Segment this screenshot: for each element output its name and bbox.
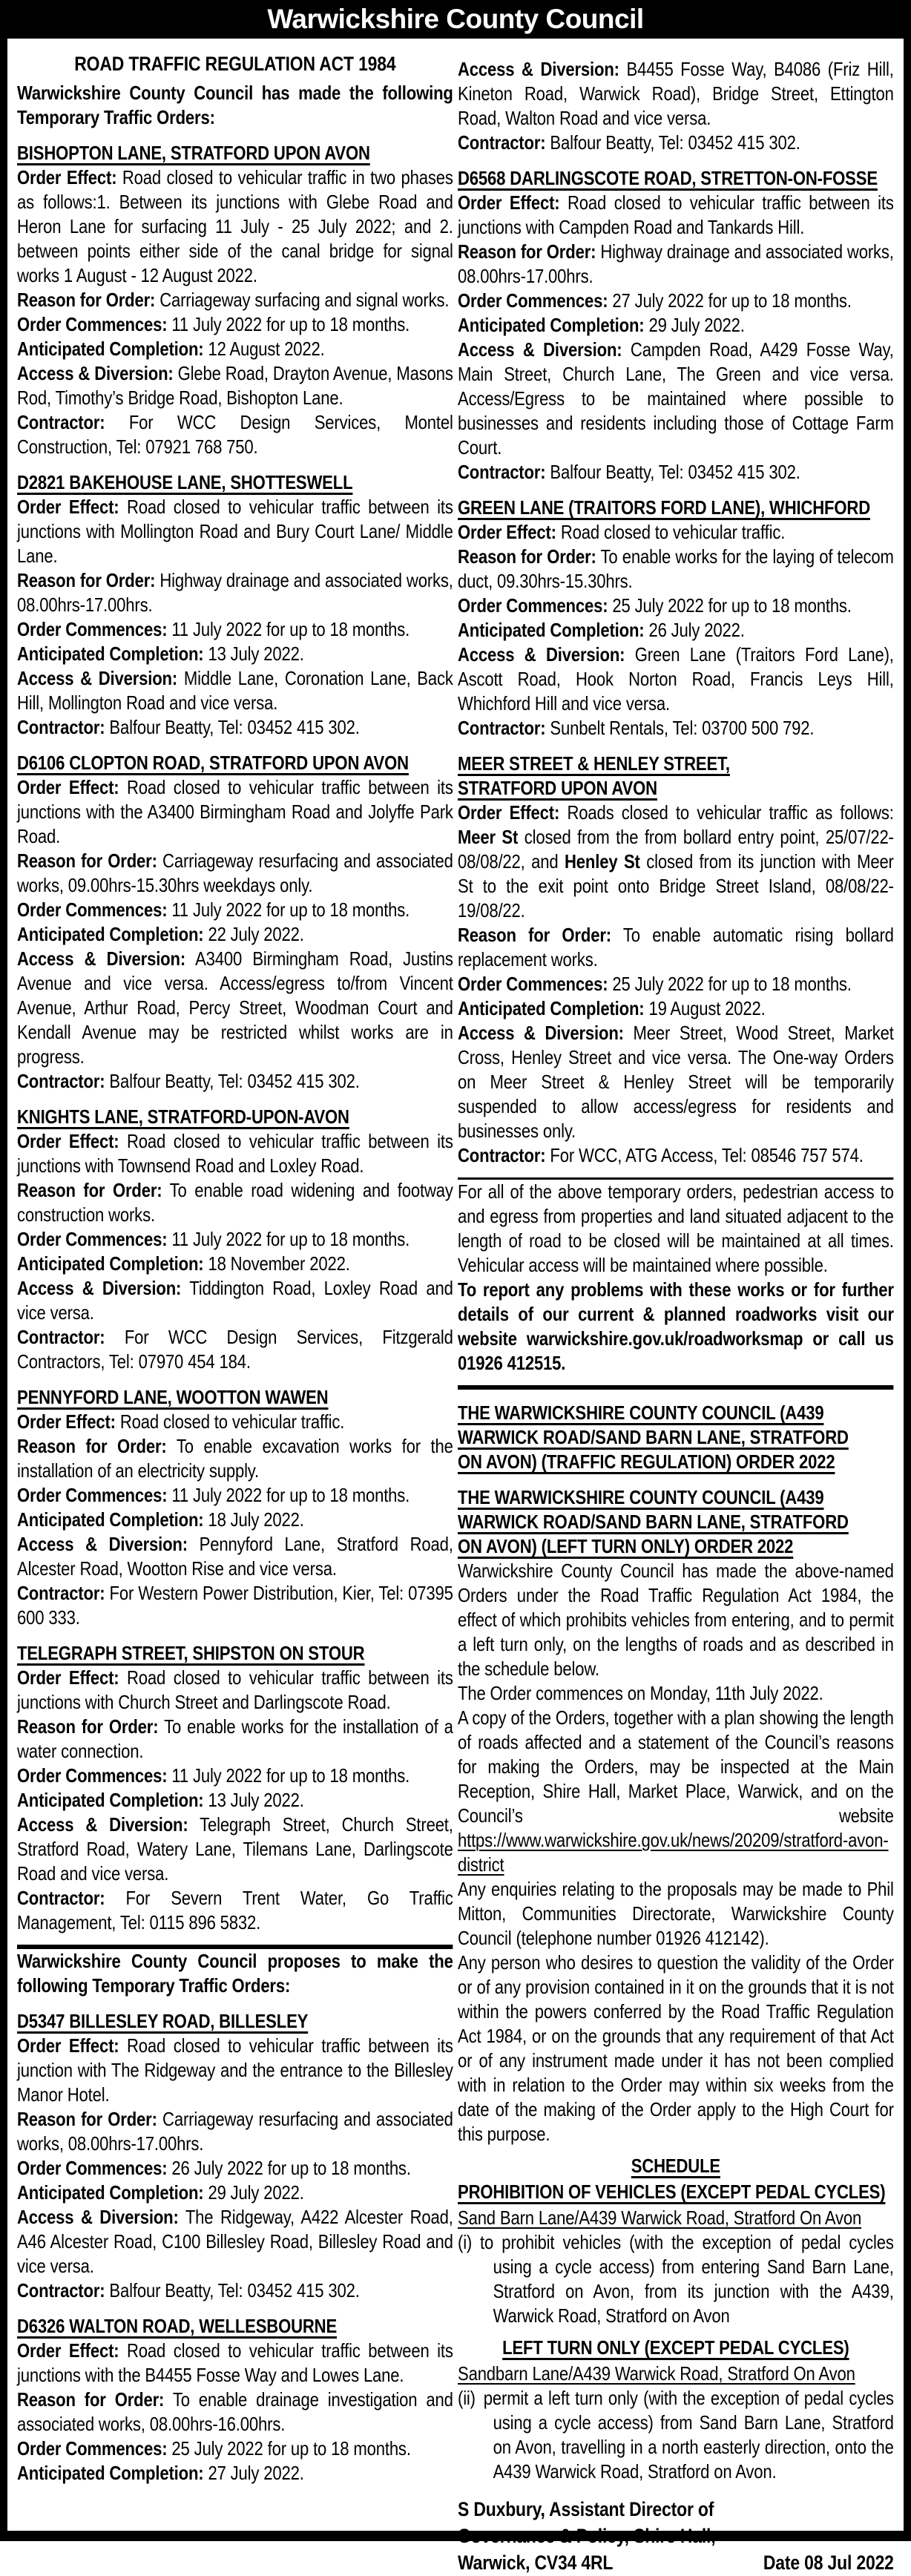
- field-label: Contractor:: [17, 1582, 105, 1604]
- left-column: [15, 46, 456, 2576]
- order-section: [458, 496, 894, 740]
- order-heading: D6568 DARLINGSCOTE ROAD, STRETTON-ON-FOSSE: [458, 167, 878, 189]
- field-paragraph: [458, 923, 894, 972]
- intro-paragraph: Warwickshire County Council proposes to make the following Temporary Traffic Orders:: [17, 1950, 453, 1997]
- signature-address: Governance & Policy, Shire Hall,: [458, 2525, 716, 2547]
- field-text: 22 July 2022.: [208, 923, 304, 945]
- notice-masthead: [7, 0, 904, 39]
- field-text: 26 July 2022 for up to 18 months.: [171, 2157, 411, 2179]
- field-text: For WCC Design Services, Montel Construction, Tel: 07921 768 750.: [17, 411, 453, 458]
- field-label: Access & Diversion:: [17, 1277, 182, 1299]
- field-paragraph: [458, 1143, 894, 1168]
- field-label: Access & Diversion:: [17, 1533, 188, 1555]
- field-paragraph: [17, 410, 453, 459]
- order-section: [17, 1641, 453, 1935]
- field-label: Order Effect:: [17, 776, 119, 798]
- schedule-heading: SCHEDULE: [631, 2155, 720, 2177]
- schedule-heading: PROHIBITION OF VEHICLES (EXCEPT PEDAL CYCLES): [458, 2181, 886, 2203]
- order-heading: THE WARWICKSHIRE COUNTY COUNCIL (A439: [458, 1402, 824, 1424]
- list-item-number: (i): [458, 2231, 473, 2253]
- order-section: [17, 751, 453, 1094]
- field-paragraph: [17, 2107, 453, 2156]
- text-run: To report any problems with these works or for further details of our current & planned roadworks visit our website: [458, 1278, 894, 1350]
- field-label: Order Effect:: [17, 1410, 116, 1433]
- order-heading: D5347 BILLESLEY ROAD, BILLESLEY: [17, 2010, 309, 2032]
- field-paragraph: [458, 594, 894, 618]
- field-text: Road closed to vehicular traffic in two phases as follows:1. Between its junctions with Glebe Road and Heron Lane for surfacing 11 July - 25 July 2022; and 2. between points either side of the canal bridge for signal works 1 August - 12 August 2022.: [17, 166, 453, 286]
- order-section: [17, 141, 453, 459]
- order-heading: KNIGHTS LANE, STRATFORD-UPON-AVON: [17, 1105, 349, 1128]
- field-paragraph: [17, 2181, 453, 2205]
- order-section: [458, 166, 894, 484]
- field-label: Contractor:: [17, 1070, 105, 1092]
- field-text: Carriageway resurfacing and associated works, 08.00hrs-17.00hrs.: [17, 2108, 453, 2155]
- field-label: Order Effect:: [458, 521, 556, 543]
- field-text: Road closed to vehicular traffic between its junctions with the A3400 Birmingham Road and Jolyffe Park Road.: [17, 776, 453, 847]
- field-paragraph: [17, 715, 453, 740]
- field-label: Order Effect:: [17, 166, 117, 188]
- field-paragraph: [17, 775, 453, 849]
- order-section: [17, 470, 453, 740]
- field-label: Contractor:: [17, 2279, 105, 2301]
- field-paragraph: [458, 57, 894, 131]
- field-paragraph: [458, 996, 894, 1021]
- field-label: Access & Diversion:: [458, 643, 625, 666]
- field-paragraph: [17, 642, 453, 666]
- field-paragraph: [458, 289, 894, 313]
- field-paragraph: [17, 1129, 453, 1178]
- field-text: 11 July 2022 for up to 18 months.: [171, 313, 410, 335]
- notice-date: Date 08 Jul 2022: [763, 2552, 894, 2574]
- field-text: Road closed to vehicular traffic.: [560, 521, 786, 543]
- order-heading: WARWICK ROAD/SAND BARN LANE, STRATFORD: [458, 1426, 849, 1448]
- field-label: Anticipated Completion:: [458, 619, 645, 641]
- field-label: Access & Diversion:: [458, 58, 619, 80]
- field-paragraph: [17, 1178, 453, 1227]
- field-text: Balfour Beatty, Tel: 03452 415 302.: [109, 1070, 360, 1092]
- field-text: Road closed to vehicular traffic between its junctions with the B4455 Fosse Way and Lowes Lane.: [17, 2339, 453, 2386]
- field-label: Reason for Order:: [17, 569, 156, 591]
- order-heading: THE WARWICKSHIRE COUNTY COUNCIL (A439: [458, 1486, 824, 1508]
- list-item-text: permit a left turn only (with the exception of pedal cycles using a cycle access) from Sand Barn Lane, Stratford on Avon, travelling in a north easterly direction, onto the A439 Warwick Road, Stratford on Avon.: [483, 2387, 894, 2483]
- body-paragraph: Any enquiries relating to the proposals may be made to Phil Mitton, Communities Directorate, Warwickshire County Council (telephone number 01926 412142).: [458, 1878, 894, 1949]
- field-label: Reason for Order:: [17, 1435, 167, 1457]
- text-run: warwickshire.gov.uk/roadworksmap: [526, 1327, 803, 1350]
- field-label: Order Commences:: [17, 2157, 168, 2179]
- field-label: Order Commences:: [458, 973, 608, 995]
- field-label: Order Effect:: [17, 496, 119, 518]
- field-paragraph: [17, 2034, 453, 2107]
- field-label: Reason for Order:: [17, 2108, 157, 2130]
- field-paragraph: [17, 1325, 453, 1374]
- order-heading: ON AVON) (LEFT TURN ONLY) ORDER 2022: [458, 1535, 794, 1557]
- field-text: Telegraph Street, Church Street, Stratford Road, Watery Lane, Tilemans Lane, Darlingscote Road and vice versa.: [17, 1813, 453, 1885]
- field-label: Contractor:: [458, 717, 546, 739]
- order-section: [17, 2314, 453, 2485]
- field-paragraph: [17, 2388, 453, 2437]
- list-item-text: to prohibit vehicles (with the exception of pedal cycles using a cycle access) from entering Sand Barn Lane, Stratford on Avon, from its junction with the A439, Warwick Road, Stratford on Avon: [480, 2231, 894, 2327]
- field-paragraph: [17, 1069, 453, 1094]
- field-text: 18 July 2022.: [208, 1508, 304, 1531]
- text-run: or call us 01926 412515.: [458, 1327, 894, 1374]
- order-heading: STRATFORD UPON AVON: [458, 777, 657, 799]
- field-text: 13 July 2022.: [208, 1789, 304, 1811]
- field-label: Order Effect:: [458, 191, 560, 214]
- field-label: Access & Diversion:: [17, 2206, 179, 2228]
- field-text: Balfour Beatty, Tel: 03452 415 302.: [109, 2279, 360, 2301]
- field-paragraph: [17, 1276, 453, 1325]
- body-paragraph: [458, 1278, 894, 1376]
- field-label: Order Effect:: [17, 1666, 119, 1689]
- schedule-list-item: [458, 2386, 894, 2484]
- text-run: Henley St: [564, 850, 640, 873]
- body-paragraph: For all of the above temporary orders, pedestrian access to and egress from properties and land situated adjacent to the length of road to be closed will be maintained at all times. Vehicular access will be maintained where possible.: [458, 1180, 894, 1276]
- field-label: Access & Diversion:: [458, 1022, 624, 1044]
- field-paragraph: [17, 1813, 453, 1886]
- field-label: Reason for Order:: [17, 289, 156, 311]
- field-text: Highway drainage and associated works, 08.00hrs-17.00hrs.: [17, 569, 453, 616]
- field-text: B4455 Fosse Way, B4086 (Friz Hill, Kineton Road, Warwick Road), Bridge Street, Ettington Road, Walton Road and vice versa.: [458, 58, 894, 129]
- field-paragraph: [17, 898, 453, 922]
- schedule-heading: LEFT TURN ONLY (EXCEPT PEDAL CYCLES): [502, 2336, 849, 2359]
- order-heading: WARWICK ROAD/SAND BARN LANE, STRATFORD: [458, 1511, 849, 1533]
- field-paragraph: [17, 1252, 453, 1276]
- field-paragraph: [458, 1021, 894, 1143]
- field-paragraph: [458, 131, 894, 155]
- text-run: A copy of the Orders, together with a plan showing the length of roads affected and a statement of the Council’s reasons for making the Orders, may be inspected at the Main Reception, Shire Hall, Market Place, Warwick, and on the Council’s website: [458, 1706, 894, 1827]
- field-paragraph: [17, 1410, 453, 1434]
- field-label: Anticipated Completion:: [17, 1508, 204, 1531]
- order-heading: GREEN LANE (TRAITORS FORD LANE), WHICHFORD: [458, 496, 870, 519]
- order-heading: D2821 BAKEHOUSE LANE, SHOTTESWELL: [17, 471, 353, 493]
- field-label: Access & Diversion:: [17, 1813, 188, 1836]
- field-label: Reason for Order:: [458, 240, 596, 263]
- field-label: Contractor:: [17, 1887, 105, 1909]
- field-text: Glebe Road, Drayton Avenue, Masons Rod, Timothy’s Bridge Road, Bishopton Lane.: [17, 362, 453, 409]
- text-run: closed from its junction with Meer St to the exit point onto Bridge Street Island, 08/08/22-19/08/22.: [458, 850, 894, 921]
- field-text: Road closed to vehicular traffic between its junctions with Church Street and Darlingscote Road.: [17, 1666, 453, 1713]
- field-paragraph: [458, 191, 894, 240]
- field-label: Order Commences:: [17, 898, 168, 921]
- field-paragraph: [17, 1715, 453, 1764]
- field-paragraph: [17, 947, 453, 1069]
- order-heading: ON AVON) (TRAFFIC REGULATION) ORDER 2022: [458, 1450, 835, 1473]
- field-text: To enable excavation works for the installation of an electricity supply.: [17, 1435, 453, 1482]
- field-paragraph: [17, 288, 453, 312]
- field-text: 27 July 2022 for up to 18 months.: [612, 289, 852, 312]
- field-paragraph: [458, 643, 894, 716]
- field-text: Road closed to vehicular traffic.: [119, 1410, 345, 1433]
- field-text: Highway drainage and associated works, 08.00hrs-17.00hrs.: [458, 240, 894, 287]
- field-text: 29 July 2022.: [208, 2181, 304, 2204]
- field-paragraph: [458, 972, 894, 996]
- field-text: Tiddington Road, Loxley Road and vice versa.: [17, 1277, 453, 1324]
- field-text: To enable works for the laying of telecom duct, 09.30hrs-15.30hrs.: [458, 545, 894, 592]
- field-paragraph: [458, 545, 894, 594]
- text-run: closed from the from bollard entry point, 25/07/22-08/08/22, and: [458, 826, 894, 873]
- field-label: Contractor:: [458, 461, 546, 483]
- field-text: 27 July 2022.: [208, 2462, 304, 2484]
- website-link: https://www.warwickshire.gov.uk/news/20209/stratford-avon-district: [458, 1829, 889, 1876]
- field-paragraph: [17, 1764, 453, 1788]
- field-label: Anticipated Completion:: [17, 2181, 204, 2204]
- field-label: Access & Diversion:: [458, 338, 622, 361]
- text-run: Roads closed to vehicular traffic as follows:: [567, 801, 894, 824]
- signature-city: Warwick, CV34 4RL: [458, 2552, 614, 2574]
- field-label: Order Commences:: [17, 1764, 168, 1787]
- field-text: Middle Lane, Coronation Lane, Back Hill, Mollington Road and vice versa.: [17, 667, 453, 714]
- field-text: To enable automatic rising bollard replacement works.: [458, 924, 894, 970]
- body-paragraph: Warwickshire County Council has made the above-named Orders under the Road Traffic Regulation Act 1984, the effect of which prohibits vehicles from entering, and to permit a left turn only, on the lengths of roads and as described in the schedule below.: [458, 1560, 894, 1680]
- field-label: Anticipated Completion:: [17, 338, 204, 360]
- field-label: Reason for Order:: [17, 850, 157, 872]
- field-text: Green Lane (Traitors Ford Lane), Ascott Road, Hook Norton Road, Francis Leys Hill, Whichford Hill and vice versa.: [458, 643, 894, 714]
- field-label: Anticipated Completion:: [17, 1789, 204, 1811]
- order-section: [458, 1401, 894, 1474]
- field-paragraph: [17, 2437, 453, 2461]
- list-item-number: (ii): [458, 2387, 476, 2409]
- schedule-road-heading: Sand Barn Lane/A439 Warwick Road, Stratford On Avon: [458, 2207, 862, 2229]
- field-text: 25 July 2022 for up to 18 months.: [612, 973, 852, 995]
- field-paragraph: [17, 617, 453, 642]
- field-text: Balfour Beatty, Tel: 03452 415 302.: [550, 461, 800, 483]
- field-text: Campden Road, A429 Fosse Way, Main Street, Church Lane, The Green and vice versa. Access/Egress to be maintained where possible to businesses and residents including those of Cottage Farm Court.: [458, 338, 894, 459]
- field-text: 11 July 2022 for up to 18 months.: [171, 1484, 410, 1506]
- field-text: Sunbelt Rentals, Tel: 03700 500 792.: [550, 717, 815, 739]
- order-section: [17, 2009, 453, 2303]
- field-text: 25 July 2022 for up to 18 months.: [171, 2437, 411, 2460]
- field-text: For Severn Trent Water, Go Traffic Management, Tel: 0115 896 5832.: [17, 1887, 453, 1933]
- field-text: For Western Power Distribution, Kier, Tel: 07395 600 333.: [17, 1582, 453, 1629]
- field-label: Order Commences:: [17, 313, 168, 335]
- order-section: [17, 1385, 453, 1630]
- field-label: Order Commences:: [17, 1484, 168, 1506]
- body-paragraph: The Order commences on Monday, 11th July 2022.: [458, 1682, 823, 1704]
- field-paragraph: [458, 618, 894, 643]
- field-paragraph: [458, 460, 894, 484]
- field-label: Access & Diversion:: [17, 947, 186, 970]
- field-text: 26 July 2022.: [648, 619, 745, 641]
- field-text: To enable road widening and footway construction works.: [17, 1179, 453, 1226]
- field-text: A3400 Birmingham Road, Justins Avenue and vice versa. Access/egress to/from Vincent Avenue, Arthur Road, Percy Street, Woodman Court and Kendall Avenue may be restricted whilst works are in progress.: [17, 947, 453, 1068]
- field-paragraph: [17, 568, 453, 617]
- signature-row: [458, 2549, 894, 2576]
- field-paragraph: [17, 1508, 453, 1532]
- field-paragraph: [458, 313, 894, 338]
- field-paragraph: [17, 2278, 453, 2303]
- field-label: Reason for Order:: [17, 2388, 165, 2411]
- field-label: Anticipated Completion:: [458, 997, 645, 1019]
- field-text: Road closed to vehicular traffic between its junctions with Townsend Road and Loxley Road.: [17, 1130, 453, 1177]
- field-text: To enable works for the installation of a water connection.: [17, 1715, 453, 1762]
- field-label: Order Commences:: [17, 1228, 168, 1250]
- order-heading: TELEGRAPH STREET, SHIPSTON ON STOUR: [17, 1642, 365, 1664]
- order-section: [458, 752, 894, 1168]
- field-text: 11 July 2022 for up to 18 months.: [171, 1228, 410, 1250]
- field-paragraph: [17, 2339, 453, 2388]
- schedule-road-heading: Sandbarn Lane/A439 Warwick Road, Stratford On Avon: [458, 2362, 855, 2385]
- field-label: Anticipated Completion:: [17, 923, 204, 945]
- field-text: Road closed to vehicular traffic between its junctions with Mollington Road and Bury Court Lane/ Middle Lane.: [17, 496, 453, 567]
- field-label: Order Commences:: [458, 289, 608, 312]
- field-paragraph: [458, 240, 894, 289]
- field-paragraph: [17, 922, 453, 947]
- field-text: Road closed to vehicular traffic between its junctions with Campden Road and Tankards Hill.: [458, 191, 894, 238]
- field-paragraph: [17, 1532, 453, 1581]
- field-label: Reason for Order:: [17, 1715, 159, 1738]
- field-text: Carriageway resurfacing and associated works, 09.00hrs-15.30hrs weekdays only.: [17, 850, 453, 896]
- field-paragraph: [458, 338, 894, 460]
- body-paragraph: [458, 1706, 894, 1877]
- field-text: For WCC Design Services, Fitzgerald Contractors, Tel: 07970 454 184.: [17, 1326, 453, 1373]
- field-label: Order Effect:: [17, 2339, 119, 2362]
- intro-paragraph: Warwickshire County Council has made the following Temporary Traffic Orders:: [17, 82, 453, 128]
- field-text: 25 July 2022 for up to 18 months.: [612, 594, 852, 617]
- section-divider: [458, 1385, 894, 1390]
- field-text: 11 July 2022 for up to 18 months.: [171, 1764, 410, 1787]
- field-text: Pennyford Lane, Stratford Road, Alcester Road, Wootton Rise and vice versa.: [17, 1533, 453, 1580]
- left-column-text: [17, 52, 453, 2485]
- field-paragraph: [17, 1886, 453, 1935]
- order-heading: D6106 CLOPTON ROAD, STRATFORD UPON AVON: [17, 752, 409, 774]
- right-column-text: [458, 57, 894, 2576]
- field-text: Balfour Beatty, Tel: 03452 415 302.: [550, 131, 800, 154]
- field-paragraph: [458, 520, 894, 545]
- field-text: To enable drainage investigation and associated works, 08.00hrs-16.00hrs.: [17, 2388, 453, 2435]
- field-label: Anticipated Completion:: [17, 1252, 204, 1275]
- field-paragraph: [17, 849, 453, 898]
- order-section: [458, 1485, 894, 1559]
- field-label: Order Commences:: [17, 618, 168, 640]
- field-label: Contractor:: [17, 1326, 105, 1348]
- field-label: Anticipated Completion:: [17, 2462, 204, 2484]
- field-text: Balfour Beatty, Tel: 03452 415 302.: [109, 716, 360, 738]
- field-paragraph: [17, 361, 453, 410]
- field-label: Anticipated Completion:: [458, 314, 645, 336]
- order-heading: BISHOPTON LANE, STRATFORD UPON AVON: [17, 142, 370, 164]
- field-paragraph: [17, 666, 453, 715]
- field-text: The Ridgeway, A422 Alcester Road, A46 Alcester Road, C100 Billesley Road, Billesley Road and vice versa.: [17, 2206, 453, 2277]
- order-section: [17, 1105, 453, 1374]
- field-paragraph: [17, 2461, 453, 2485]
- field-text: Road closed to vehicular traffic between its junction with The Ridgeway and the entrance to the Billesley Manor Hotel.: [17, 2034, 453, 2106]
- order-section: [458, 57, 894, 155]
- right-column: [456, 46, 896, 2576]
- field-label: Contractor:: [17, 716, 105, 738]
- field-paragraph: [17, 312, 453, 337]
- field-paragraph: [17, 1227, 453, 1252]
- field-label: Order Commences:: [458, 594, 608, 617]
- field-label: Access & Diversion:: [17, 667, 178, 689]
- field-paragraph: [458, 801, 894, 923]
- signature-block: [458, 2496, 894, 2576]
- field-paragraph: [17, 2205, 453, 2278]
- field-text: 12 August 2022.: [208, 338, 325, 360]
- field-text: 11 July 2022 for up to 18 months.: [171, 898, 410, 921]
- order-heading: MEER STREET & HENLEY STREET,: [458, 752, 730, 775]
- field-text: For WCC, ATG Access, Tel: 08546 757 574.: [550, 1144, 864, 1166]
- field-label: Anticipated Completion:: [17, 643, 204, 665]
- field-paragraph: [17, 165, 453, 288]
- field-paragraph: [17, 495, 453, 568]
- signature-name: S Duxbury, Assistant Director of: [458, 2498, 714, 2520]
- field-text: 11 July 2022 for up to 18 months.: [171, 618, 410, 640]
- body-paragraph: Any person who desires to question the validity of the Order or of any provision contained in it on the grounds that it is not within the powers conferred by the Road Traffic Regulation Act 1984, or on the grounds that any requirement of that Act or of any instrument made under it has not been complied with in relation to the Order may within six weeks from the date of the making of the Order apply to the High Court for this purpose.: [458, 1951, 894, 2145]
- field-text: 29 July 2022.: [648, 314, 745, 336]
- field-label: Order Effect:: [17, 2034, 119, 2057]
- act-title: ROAD TRAFFIC REGULATION ACT 1984: [74, 53, 396, 75]
- field-text: 19 August 2022.: [648, 997, 766, 1019]
- field-label: Order Effect:: [17, 1130, 119, 1152]
- field-paragraph: [17, 1581, 453, 1630]
- field-text: 18 November 2022.: [208, 1252, 350, 1275]
- field-paragraph: [17, 1788, 453, 1813]
- field-label: Reason for Order:: [17, 1179, 162, 1201]
- field-paragraph: [17, 1483, 453, 1508]
- field-text: 13 July 2022.: [208, 643, 304, 665]
- field-label: Order Effect:: [458, 801, 560, 824]
- field-text: Carriageway surfacing and signal works.: [159, 289, 450, 311]
- field-label: Reason for Order:: [458, 924, 611, 946]
- field-label: Contractor:: [458, 131, 546, 154]
- order-heading: PENNYFORD LANE, WOOTTON WAWEN: [17, 1386, 329, 1408]
- council-title: Warwickshire County Council: [267, 4, 644, 34]
- field-label: Contractor:: [17, 411, 105, 433]
- field-label: Contractor:: [458, 1144, 546, 1166]
- field-paragraph: [17, 2156, 453, 2181]
- field-paragraph: [17, 1666, 453, 1715]
- field-text: Meer Street, Wood Street, Market Cross, Henley Street and vice versa. The One-way Orders on Meer Street & Henley Street will be temporarily suspended to allow access/egress for residents and businesses only.: [458, 1022, 894, 1142]
- field-label: Order Commences:: [17, 2437, 168, 2460]
- field-label: Reason for Order:: [458, 545, 596, 568]
- order-heading: D6326 WALTON ROAD, WELLESBOURNE: [17, 2315, 338, 2337]
- field-paragraph: [458, 716, 894, 740]
- field-label: Access & Diversion:: [17, 362, 174, 384]
- field-paragraph: [17, 337, 453, 361]
- text-run: Meer St: [458, 826, 519, 848]
- notice-body: [7, 39, 904, 2576]
- field-paragraph: [17, 1434, 453, 1483]
- schedule-list-item: [458, 2230, 894, 2328]
